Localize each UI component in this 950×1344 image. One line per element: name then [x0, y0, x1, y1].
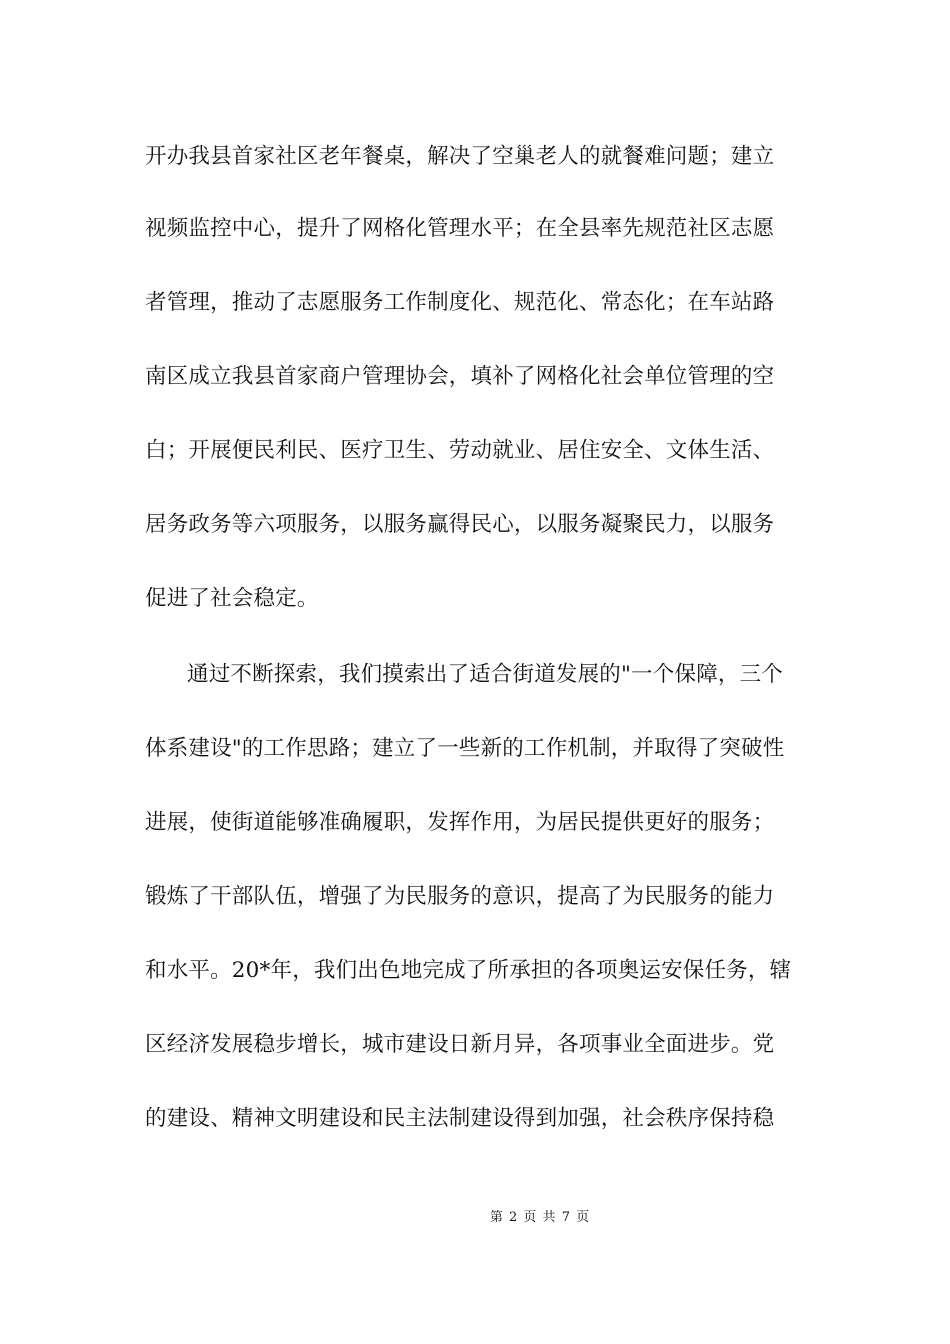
page-number: 第 2 页 共 7 页	[489, 1210, 591, 1225]
paragraph-line: 南区成立我县首家商户管理协会，填补了网格化社会单位管理的空	[145, 364, 775, 389]
paragraph-line: 的建设、精神文明建设和民主法制建设得到加强，社会秩序保持稳	[145, 1106, 775, 1131]
paragraph-line: 者管理，推动了志愿服务工作制度化、规范化、常态化；在车站路	[145, 290, 775, 315]
paragraph-line: 促进了社会稳定。	[145, 586, 319, 611]
paragraph-line: 体系建设"的工作思路；建立了一些新的工作机制，并取得了突破性	[145, 736, 785, 761]
paragraph-line: 锻炼了干部队伍，增强了为民服务的意识，提高了为民服务的能力	[145, 884, 775, 909]
paragraph-line: 白；开展便民利民、医疗卫生、劳动就业、居住安全、文体生活、	[145, 438, 775, 463]
paragraph-line: 进展，使街道能够准确履职，发挥作用，为居民提供更好的服务；	[145, 810, 775, 835]
paragraph-line: 居务政务等六项服务，以服务赢得民心，以服务凝聚民力，以服务	[145, 512, 775, 537]
paragraph-line: 视频监控中心，提升了网格化管理水平；在全县率先规范社区志愿	[145, 216, 775, 241]
paragraph-line: 开办我县首家社区老年餐桌，解决了空巢老人的就餐难问题；建立	[145, 144, 775, 169]
paragraph-line: 和水平。20*年，我们出色地完成了所承担的各项奥运安保任务，辖	[145, 958, 792, 983]
paragraph-line: 通过不断探索，我们摸索出了适合街道发展的"一个保障，三个	[187, 662, 783, 687]
paragraph-line: 区经济发展稳步增长，城市建设日新月异，各项事业全面进步。党	[145, 1032, 775, 1057]
